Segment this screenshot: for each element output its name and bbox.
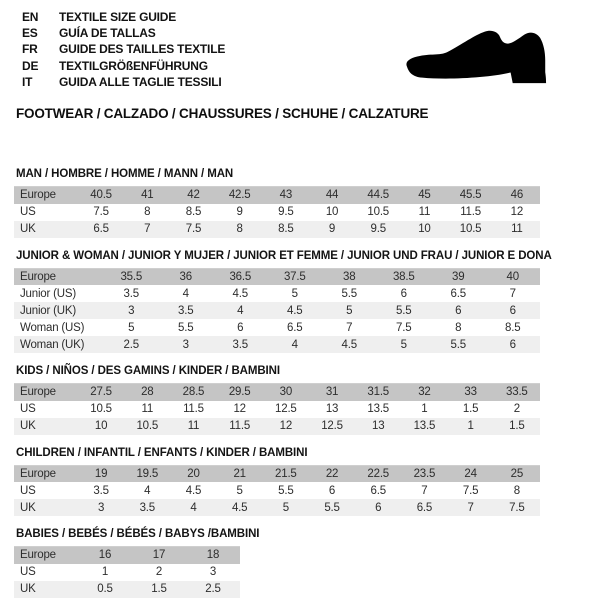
- size-cell: 19: [78, 465, 124, 482]
- size-section-children: [0, 447, 600, 517]
- size-cell: 10: [78, 418, 124, 435]
- size-cell: 6.5: [78, 221, 124, 238]
- size-cell: 32: [401, 384, 447, 401]
- size-cell: 25: [494, 465, 540, 482]
- size-cell: 10.5: [355, 204, 401, 221]
- size-cell: 7.5: [78, 204, 124, 221]
- size-cell: 3.5: [213, 336, 268, 353]
- size-cell: 44.5: [355, 187, 401, 204]
- section-title-junior-woman: JUNIOR & WOMAN / JUNIOR Y MUJER / JUNIOR ET FEMME / JUNIOR UND FRAU / JUNIOR E DONA: [16, 249, 552, 262]
- size-cell: 6.5: [355, 482, 401, 499]
- size-cell: 12.5: [263, 401, 309, 418]
- size-cell: 8: [124, 204, 170, 221]
- size-cell: 8: [217, 221, 263, 238]
- language-title: TEXTILGRÖßENFÜHRUNG: [59, 58, 208, 73]
- size-cell: 13.5: [355, 401, 401, 418]
- size-cell: 4: [159, 285, 214, 302]
- size-cell: 3: [104, 302, 159, 319]
- size-cell: 37.5: [268, 268, 323, 285]
- row-label: UK: [14, 418, 78, 435]
- size-cell: 4.5: [217, 499, 263, 516]
- section-title-children: CHILDREN / INFANTIL / ENFANTS / KINDER / BAMBINI: [16, 446, 308, 459]
- size-cell: 8.5: [170, 204, 216, 221]
- size-cell: 9: [217, 204, 263, 221]
- size-cell: 11: [401, 204, 447, 221]
- size-cell: 6: [486, 336, 541, 353]
- size-cell: 10.5: [448, 221, 494, 238]
- size-cell: 12: [494, 204, 540, 221]
- table-row-junior-woman-woman-uk: [14, 336, 540, 353]
- row-label: Europe: [14, 187, 78, 204]
- size-cell: 7.5: [377, 319, 432, 336]
- size-cell: 44: [309, 187, 355, 204]
- size-cell: 0.5: [78, 581, 132, 598]
- size-cell: 9: [309, 221, 355, 238]
- size-cell: 42.5: [217, 187, 263, 204]
- language-row-it: [22, 74, 225, 90]
- size-section-junior-woman: [0, 250, 600, 354]
- language-title: GUÍA DE TALLAS: [59, 26, 156, 41]
- size-cell: 7: [322, 319, 377, 336]
- size-cell: 11: [170, 418, 216, 435]
- table-row-man-us: [14, 204, 540, 221]
- size-cell: 9.5: [263, 204, 309, 221]
- table-row-babies-us: [14, 564, 240, 581]
- size-cell: 4: [170, 499, 216, 516]
- section-title-kids: KIDS / NIÑOS / DES GAMINS / KINDER / BAMBINI: [16, 365, 280, 377]
- size-cell: 6: [355, 499, 401, 516]
- size-cell: 1: [448, 418, 494, 435]
- dress-shoe-icon: [393, 24, 575, 100]
- row-label: Junior (UK): [14, 302, 104, 319]
- row-label: Europe: [14, 547, 78, 564]
- size-cell: 4: [268, 336, 323, 353]
- language-code: IT: [22, 74, 33, 89]
- size-cell: 43: [263, 187, 309, 204]
- size-cell: 2: [494, 401, 540, 418]
- size-cell: 3: [159, 336, 214, 353]
- size-cell: 11: [124, 401, 170, 418]
- size-table-junior-woman: [14, 268, 540, 354]
- size-cell: 7: [401, 482, 447, 499]
- size-cell: 40.5: [78, 187, 124, 204]
- size-cell: 4: [124, 482, 170, 499]
- row-label: Woman (UK): [14, 336, 104, 353]
- size-cell: 5.5: [377, 302, 432, 319]
- size-cell: 11.5: [448, 204, 494, 221]
- size-cell: 7: [486, 285, 541, 302]
- size-cell: 27.5: [78, 384, 124, 401]
- size-cell: 38.5: [377, 268, 432, 285]
- size-cell: 5.5: [309, 499, 355, 516]
- size-cell: 6: [486, 302, 541, 319]
- size-cell: 10.5: [124, 418, 170, 435]
- table-row-kids-europe: [14, 384, 540, 401]
- table-row-kids-uk: [14, 418, 540, 435]
- size-cell: 11: [494, 221, 540, 238]
- size-cell: 38: [322, 268, 377, 285]
- size-cell: 5: [322, 302, 377, 319]
- size-cell: 46: [494, 187, 540, 204]
- size-table-children: [14, 465, 540, 517]
- size-cell: 3: [186, 564, 240, 581]
- size-cell: 3.5: [124, 499, 170, 516]
- language-code: ES: [22, 26, 38, 41]
- language-row-en: [22, 9, 225, 25]
- size-cell: 5.5: [431, 336, 486, 353]
- size-cell: 17: [132, 547, 186, 564]
- size-cell: 2.5: [104, 336, 159, 353]
- size-cell: 36: [159, 268, 214, 285]
- size-cell: 7.5: [170, 221, 216, 238]
- size-cell: 1.5: [132, 581, 186, 598]
- table-row-babies-europe: [14, 547, 240, 564]
- size-table-kids: [14, 383, 540, 435]
- size-cell: 3.5: [78, 482, 124, 499]
- size-cell: 12: [217, 401, 263, 418]
- size-cell: 5.5: [159, 319, 214, 336]
- language-code: DE: [22, 58, 39, 73]
- size-table-babies: [14, 546, 240, 598]
- row-label: Junior (US): [14, 285, 104, 302]
- row-label: US: [14, 401, 78, 418]
- size-cell: 7: [448, 499, 494, 516]
- size-cell: 5.5: [263, 482, 309, 499]
- language-title: TEXTILE SIZE GUIDE: [59, 10, 177, 25]
- size-cell: 10: [401, 221, 447, 238]
- size-cell: 4: [213, 302, 268, 319]
- language-row-de: [22, 58, 225, 74]
- table-row-children-europe: [14, 465, 540, 482]
- size-cell: 8: [494, 482, 540, 499]
- size-cell: 1.5: [448, 401, 494, 418]
- size-cell: 40: [486, 268, 541, 285]
- table-row-man-uk: [14, 221, 540, 238]
- language-title: GUIDE DES TAILLES TEXTILE: [59, 42, 226, 57]
- size-cell: 20: [170, 465, 216, 482]
- size-cell: 1: [401, 401, 447, 418]
- size-section-babies: [0, 528, 600, 598]
- size-cell: 28.5: [170, 384, 216, 401]
- size-cell: 10.5: [78, 401, 124, 418]
- row-label: US: [14, 564, 78, 581]
- section-title-man: MAN / HOMBRE / HOMME / MANN / MAN: [16, 168, 234, 180]
- size-cell: 19.5: [124, 465, 170, 482]
- size-cell: 13: [309, 401, 355, 418]
- size-cell: 3.5: [159, 302, 214, 319]
- size-cell: 8.5: [263, 221, 309, 238]
- row-label: Europe: [14, 465, 78, 482]
- size-cell: 5: [263, 499, 309, 516]
- size-cell: 7.5: [448, 482, 494, 499]
- size-cell: 16: [78, 547, 132, 564]
- size-cell: 21: [217, 465, 263, 482]
- row-label: US: [14, 204, 78, 221]
- size-cell: 7: [124, 221, 170, 238]
- size-cell: 36.5: [213, 268, 268, 285]
- size-cell: 6: [213, 319, 268, 336]
- size-cell: 31.5: [355, 384, 401, 401]
- row-label: Europe: [14, 268, 104, 285]
- row-label: UK: [14, 499, 78, 516]
- size-cell: 7.5: [494, 499, 540, 516]
- size-cell: 4.5: [268, 302, 323, 319]
- size-cell: 8: [431, 319, 486, 336]
- size-cell: 21.5: [263, 465, 309, 482]
- table-row-babies-uk: [14, 581, 240, 598]
- size-cell: 6: [309, 482, 355, 499]
- size-cell: 29.5: [217, 384, 263, 401]
- size-cell: 5: [104, 319, 159, 336]
- size-cell: 22: [309, 465, 355, 482]
- table-row-junior-woman-europe: [14, 268, 540, 285]
- size-cell: 11.5: [170, 401, 216, 418]
- size-cell: 6: [377, 285, 432, 302]
- size-cell: 45.5: [448, 187, 494, 204]
- size-cell: 18: [186, 547, 240, 564]
- size-cell: 31: [309, 384, 355, 401]
- size-cell: 12: [263, 418, 309, 435]
- row-label: Europe: [14, 384, 78, 401]
- language-row-fr: [22, 41, 225, 57]
- size-cell: 33.5: [494, 384, 540, 401]
- table-row-junior-woman-junior-uk: [14, 302, 540, 319]
- size-cell: 41: [124, 187, 170, 204]
- size-cell: 8.5: [486, 319, 541, 336]
- size-cell: 35.5: [104, 268, 159, 285]
- table-row-man-europe: [14, 187, 540, 204]
- size-cell: 5: [217, 482, 263, 499]
- size-cell: 39: [431, 268, 486, 285]
- table-row-junior-woman-woman-us: [14, 319, 540, 336]
- row-label: US: [14, 482, 78, 499]
- size-cell: 5.5: [322, 285, 377, 302]
- table-row-children-us: [14, 482, 540, 499]
- language-code: EN: [22, 10, 39, 25]
- size-cell: 6: [431, 302, 486, 319]
- table-row-junior-woman-junior-us: [14, 285, 540, 302]
- size-cell: 23.5: [401, 465, 447, 482]
- size-section-kids: [0, 365, 600, 435]
- size-cell: 12.5: [309, 418, 355, 435]
- category-heading: FOOTWEAR / CALZADO / CHAUSSURES / SCHUHE / CALZATURE: [16, 106, 429, 121]
- table-row-children-uk: [14, 499, 540, 516]
- section-title-babies: BABIES / BEBÉS / BÉBÉS / BABYS /BAMBINI: [16, 528, 260, 540]
- size-cell: 5: [268, 285, 323, 302]
- size-cell: 10: [309, 204, 355, 221]
- size-cell: 30: [263, 384, 309, 401]
- size-cell: 9.5: [355, 221, 401, 238]
- table-row-kids-us: [14, 401, 540, 418]
- size-cell: 22.5: [355, 465, 401, 482]
- language-code: FR: [22, 42, 38, 57]
- size-cell: 6.5: [431, 285, 486, 302]
- size-cell: 11.5: [217, 418, 263, 435]
- size-cell: 6.5: [268, 319, 323, 336]
- size-cell: 3: [78, 499, 124, 516]
- size-section-man: [0, 168, 600, 238]
- language-row-es: [22, 25, 225, 41]
- size-cell: 42: [170, 187, 216, 204]
- size-cell: 4.5: [213, 285, 268, 302]
- size-cell: 28: [124, 384, 170, 401]
- size-cell: 4.5: [322, 336, 377, 353]
- size-cell: 6.5: [401, 499, 447, 516]
- size-table-man: [14, 186, 540, 238]
- size-cell: 13: [355, 418, 401, 435]
- size-cell: 2: [132, 564, 186, 581]
- size-cell: 1.5: [494, 418, 540, 435]
- row-label: Woman (US): [14, 319, 104, 336]
- size-cell: 5: [377, 336, 432, 353]
- size-cell: 4.5: [170, 482, 216, 499]
- size-cell: 24: [448, 465, 494, 482]
- language-title: GUIDA ALLE TAGLIE TESSILI: [59, 74, 222, 89]
- row-label: UK: [14, 221, 78, 238]
- language-title-list: [22, 9, 225, 90]
- size-cell: 1: [78, 564, 132, 581]
- size-tables: [0, 168, 600, 598]
- size-cell: 13.5: [401, 418, 447, 435]
- size-cell: 2.5: [186, 581, 240, 598]
- row-label: UK: [14, 581, 78, 598]
- size-cell: 3.5: [104, 285, 159, 302]
- size-cell: 45: [401, 187, 447, 204]
- size-cell: 33: [448, 384, 494, 401]
